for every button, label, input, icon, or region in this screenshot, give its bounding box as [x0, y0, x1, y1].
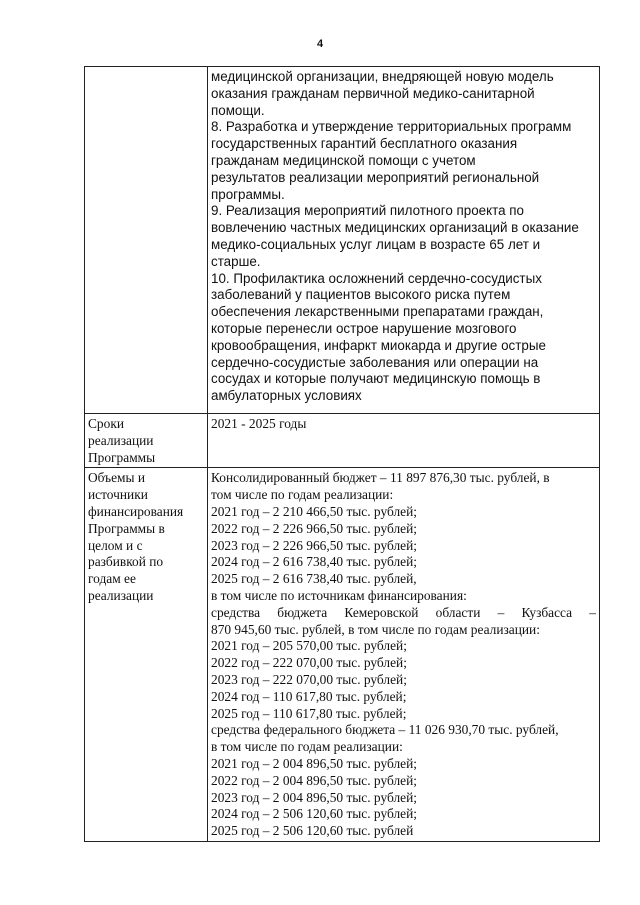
- text-line: 2021 год – 2 004 896,50 тыс. рублей;: [211, 755, 417, 771]
- text-line: 9. Реализация мероприятий пилотного проекта по: [211, 203, 524, 219]
- text-line: медико-социальных услуг лицам в возрасте 65 лет и: [211, 236, 541, 252]
- text-line: 2021 год – 2 210 466,50 тыс. рублей;: [211, 503, 417, 519]
- text-line: которые перенесли острое нарушение мозгового: [211, 320, 517, 336]
- table-row: [85, 468, 600, 842]
- text-line: 2023 год – 2 226 966,50 тыс. рублей;: [211, 537, 417, 553]
- text-line: 2022 год – 2 004 896,50 тыс. рублей;: [211, 772, 417, 788]
- text-line: 2021 год – 205 570,00 тыс. рублей;: [211, 638, 407, 654]
- label-line: Сроки: [88, 416, 124, 431]
- text-line: 2021 - 2025 годы: [211, 416, 307, 431]
- text-line: 2024 год – 2 616 738,40 тыс. рублей;: [211, 554, 417, 570]
- label-line: Объемы и: [88, 470, 146, 486]
- text-line: Консолидированный бюджет – 11 897 876,30 тыс. рублей, в: [211, 470, 550, 486]
- text-line: в том числе по источникам финансирования:: [211, 587, 467, 603]
- row-label-cell: [85, 67, 208, 414]
- text-line: 2025 год – 110 617,80 тыс. рублей;: [211, 705, 407, 721]
- text-line: помощи.: [211, 102, 265, 118]
- text-line: 870 945,60 тыс. рублей, в том числе по годам реализации:: [211, 621, 540, 637]
- label-line: реализации: [88, 432, 154, 448]
- text-line: в том числе по годам реализации:: [211, 739, 403, 755]
- text-line: том числе по годам реализации:: [211, 487, 394, 503]
- text-line: сердечно-сосудистые заболевания или операции на: [211, 354, 539, 370]
- label-line: источники: [88, 487, 148, 503]
- funding-cell: [208, 468, 600, 842]
- label-line: финансирования: [88, 503, 184, 519]
- passport-table: [84, 66, 600, 842]
- table-row: [85, 67, 600, 414]
- text-line: оказания гражданам первичной медико-санитарной: [211, 85, 535, 101]
- text-line: вовлечению частных медицинских организаций в оказание: [211, 220, 579, 236]
- label-line: целом и с: [88, 537, 143, 553]
- text-line: 10. Профилактика осложнений сердечно-сосудистых: [211, 270, 542, 286]
- program-period-cell: [208, 414, 600, 468]
- text-line: 2022 год – 2 226 966,50 тыс. рублей;: [211, 520, 417, 536]
- text-line: государственных гарантий бесплатного оказания: [211, 136, 518, 152]
- text-line: старше.: [211, 253, 261, 269]
- table-row: [85, 414, 600, 468]
- text-line: 2024 год – 2 506 120,60 тыс. рублей;: [211, 806, 417, 822]
- text-line: сосудах и которые получают медицинскую помощь в: [211, 371, 541, 387]
- text-line: 2024 год – 110 617,80 тыс. рублей;: [211, 688, 407, 704]
- text-line: 2025 год – 2 506 120,60 тыс. рублей: [211, 823, 414, 839]
- label-line: Программы в: [88, 520, 165, 536]
- text-line: результатов реализации мероприятий региональной: [211, 169, 540, 185]
- row-label-cell: [85, 414, 208, 468]
- text-line: средства федерального бюджета – 11 026 930,70 тыс. рублей,: [211, 722, 559, 738]
- text-line: кровообращения, инфаркт миокарда и другие острые: [211, 337, 546, 353]
- label-line: реализации: [88, 587, 154, 603]
- text-line: заболеваний у пациентов высокого риска путем: [211, 287, 511, 303]
- row-label-cell: [85, 468, 208, 842]
- text-line: 8. Разработка и утверждение территориальных программ: [211, 119, 572, 135]
- page-number: 4: [316, 38, 324, 50]
- label-line: разбивкой по: [88, 554, 164, 570]
- label-line: Программы: [88, 449, 156, 465]
- text-line: 2022 год – 222 070,00 тыс. рублей;: [211, 655, 407, 671]
- program-measures-cell: [208, 67, 600, 414]
- text-line: медицинской организации, внедряющей новую модель: [211, 69, 554, 84]
- text-line: гражданам медицинской помощи с учетом: [211, 152, 476, 168]
- text-line: амбулаторных условиях: [211, 388, 362, 404]
- text-line: средства бюджета Кемеровской области – Кузбасса –: [211, 604, 596, 620]
- text-line: 2023 год – 222 070,00 тыс. рублей;: [211, 671, 407, 687]
- text-line: программы.: [211, 186, 285, 202]
- label-line: годам ее: [88, 571, 136, 587]
- text-line: 2025 год – 2 616 738,40 тыс. рублей,: [211, 571, 417, 587]
- text-line: 2023 год – 2 004 896,50 тыс. рублей;: [211, 789, 417, 805]
- text-line: обеспечения лекарственными препаратами граждан,: [211, 304, 544, 320]
